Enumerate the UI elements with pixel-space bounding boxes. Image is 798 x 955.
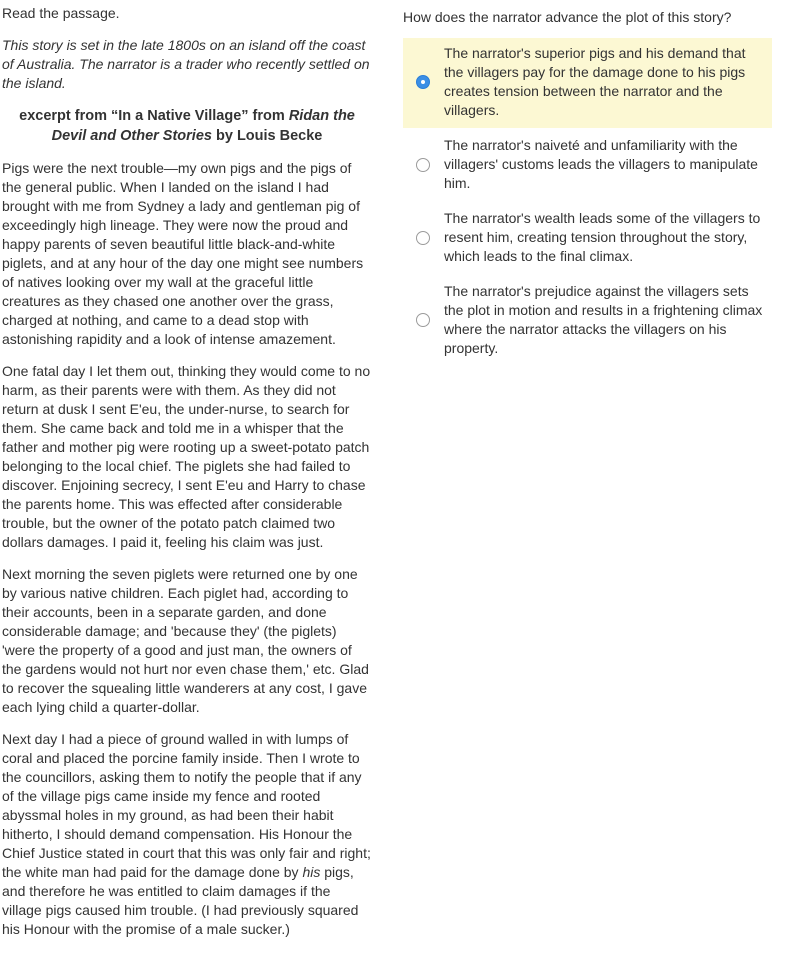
excerpt-book-title: Ridan the Devil and Other Stories (51, 108, 355, 144)
radio-button[interactable] (416, 231, 430, 245)
paragraph-4-emphasis: his (302, 864, 321, 880)
excerpt-title (2, 106, 372, 146)
answer-choice-d[interactable] (403, 276, 772, 366)
passage-paragraph: Pigs were the next trouble—my own pigs and the pigs of the general public. When I landed on the island I had brought with me from Sydney a lady and gentleman pig of exceedingly high lineage. They were now the proud and happy parents of seven beautiful little black-and-white piglets, and at any hour of the day one might see numbers of natives looking over my wall at the graceful little creatures as they chased one another over the grass, charged at nothing, and came to a dead stop with astonishing rapidity and a look of intense amazement. (2, 160, 364, 347)
passage-paragraph: One fatal day I let them out, thinking they would come to no harm, as their parents were with them. As they did not return at dusk I sent E'eu, the under-nurse, to search for them. She came back and told me in a whisper that the father and mother pig were rooting up a sweet-potato patch belonging to the local chief. The piglets she had failed to discover. Enjoining secrecy, I sent E'eu and Harry to chase the parents home. This was effected after considerable trouble, but the owner of the potato patch claimed two dollars damages. I paid it, feeling his claim was just. (2, 363, 371, 550)
passage-panel (2, 4, 372, 952)
excerpt-title-suffix: by Louis Becke (211, 128, 323, 144)
question-prompt: How does the narrator advance the plot of this story? (403, 9, 732, 25)
answer-choice-text: The narrator's wealth leads some of the villagers to resent him, creating tension throughout the story, which leads to the final climax. (444, 210, 761, 264)
answer-choice-b[interactable] (403, 130, 772, 201)
radio-button-selected[interactable] (416, 75, 430, 89)
passage-intro: This story is set in the late 1800s on an island off the coast of Australia. The narrator is a trader who recently settled on the island. (2, 37, 370, 91)
answer-choice-text: The narrator's prejudice against the villagers sets the plot in motion and results in a frightening climax where the narrator attacks the villagers on his property. (444, 283, 763, 356)
passage-instruction: Read the passage. (2, 5, 120, 21)
radio-button[interactable] (416, 313, 430, 327)
excerpt-title-prefix: excerpt from “In a Native Village” from (19, 108, 289, 124)
answer-choice-text: The narrator's superior pigs and his demand that the villagers pay for the damage done to his pigs creates tension between the narrator and the villagers. (444, 45, 746, 118)
answer-choice-c[interactable] (403, 203, 772, 274)
passage-paragraph (2, 730, 372, 939)
question-panel (403, 8, 772, 368)
passage-paragraph: Next morning the seven piglets were returned one by one by various native children. Each piglet had, according to their accounts, been in a separate garden, and done considerable damage; and 'because they' (the piglets) 'were the property of a good and just man, the owners of the gardens would not hurt nor even chase them,' etc. Glad to recover the squealing little wanderers at any cost, I gave each lying child a quarter-dollar. (2, 566, 369, 715)
paragraph-4-end: pigs, and therefore he was entitled to claim damages if the village pigs caused him trouble. (I had previously squared his Honour with the promise of a male sucker.) (2, 864, 359, 937)
answer-choice-a[interactable] (403, 38, 772, 128)
radio-button[interactable] (416, 158, 430, 172)
paragraph-4-start: Next day I had a piece of ground walled in with lumps of coral and placed the porcine family inside. Then I wrote to the councillors, asking them to notify the people that if any of the village pigs came inside my fence and rooted abyssmal holes in my ground, as had been their habit hitherto, I should demand compensation. His Honour the Chief Justice stated in court that this was only fair and right; the white man had paid for the damage done by (2, 731, 371, 880)
answer-choice-text: The narrator's naiveté and unfamiliarity with the villagers' customs leads the villagers to manipulate him. (444, 137, 758, 191)
